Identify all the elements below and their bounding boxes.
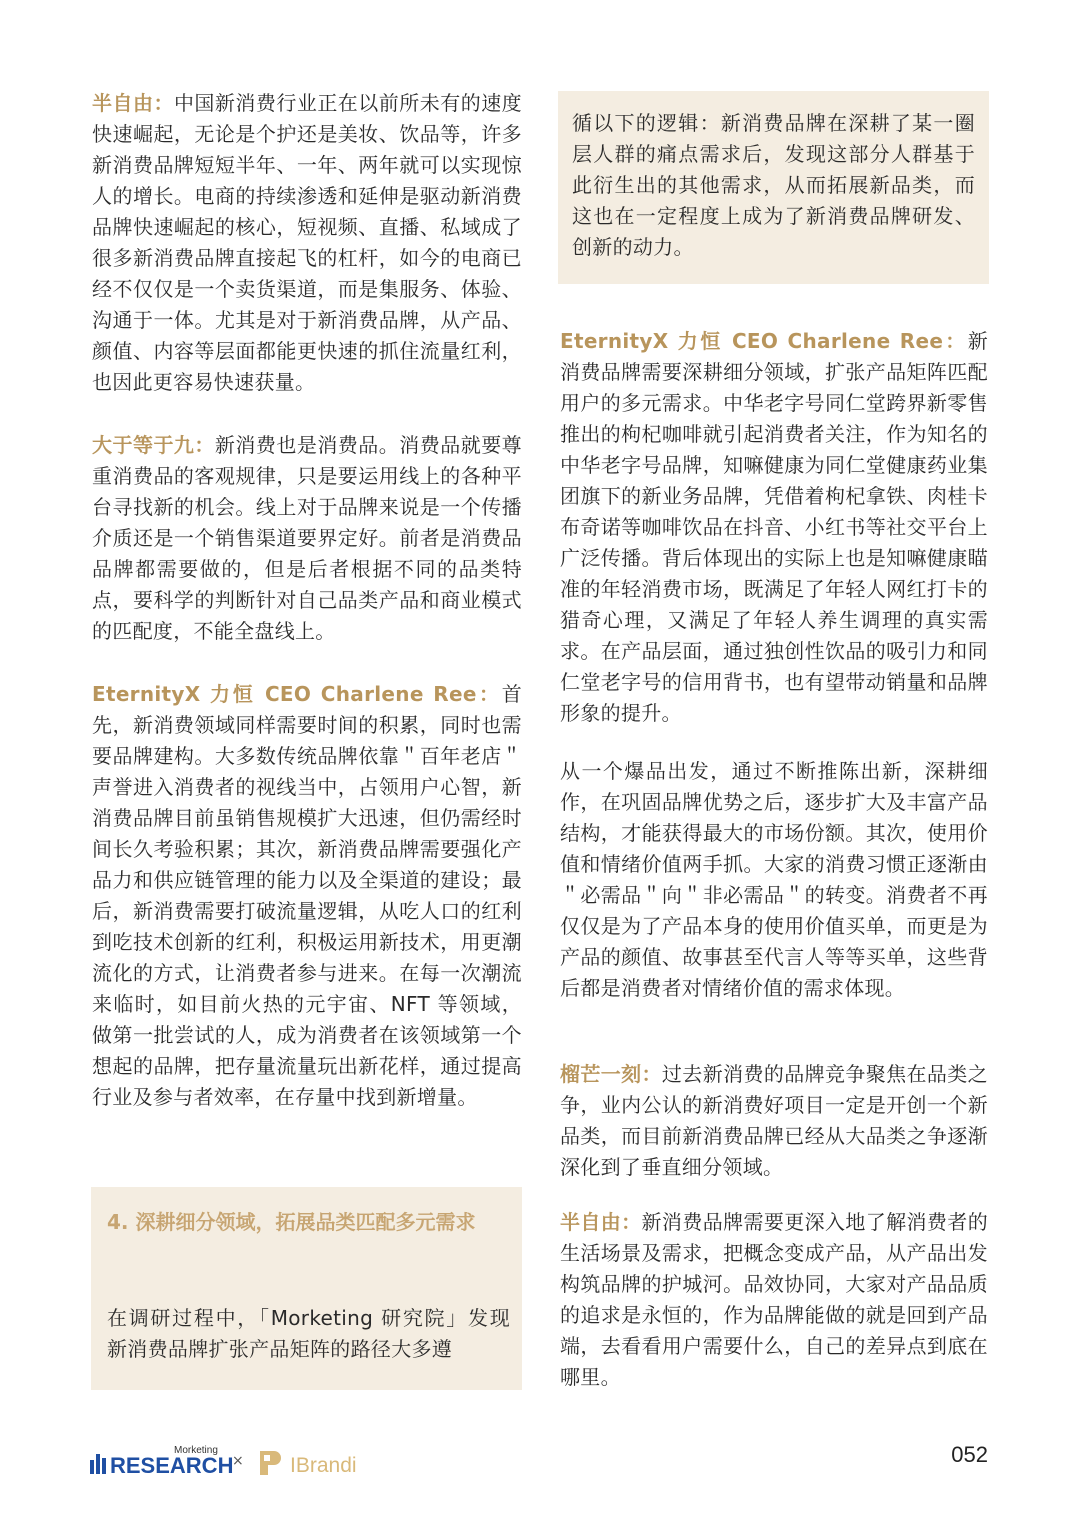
section-box-left <box>91 1187 522 1390</box>
paragraph-text: 新消费品牌需要更深入地了解消费者的生活场景及需求，把概念变成产品，从产品出发构筑品牌的护城河。品效协同，大家对产品品质的追求是永恒的，作为品牌能做的就是回到产品端，去看看用户需要什么，自己的差异点到底在哪里。 <box>560 1210 988 1389</box>
page-number: 052 <box>951 1442 988 1467</box>
research-logo-icon <box>90 1442 390 1482</box>
right-paragraph-2 <box>560 756 988 1004</box>
paragraph-text: 过去新消费的品牌竞争聚焦在品类之争，业内公认的新消费好项目一定是开创一个新品类，而目前新消费品牌已经从大品类之争逐渐深化到了垂直细分领域。 <box>560 1062 988 1179</box>
section-continued-text: 循以下的逻辑：新消费品牌在深耕了某一圈层人群的痛点需求后，发现这部分人群基于此衍生出的其他需求，从而拓展新品类，而这也在一定程度上成为了新消费品牌研发、创新的动力。 <box>572 111 975 259</box>
speaker-label: EternityX 力恒 CEO Charlene Ree： <box>92 682 502 706</box>
speaker-label: 大于等于九： <box>92 433 215 457</box>
section-intro-text: 在调研过程中，「Morketing 研究院」发现新消费品牌扩张产品矩阵的路径大多遵 <box>107 1306 510 1361</box>
logo-super-text: Morketing <box>174 1445 218 1456</box>
section-heading: 4. 深耕细分领域，拓展品类匹配多元需求 <box>107 1210 476 1234</box>
partner-name: IBrandi <box>290 1454 357 1477</box>
speaker-label: 半自由： <box>92 91 174 115</box>
speaker-label: 半自由： <box>560 1210 642 1234</box>
ibrandi-logo-icon <box>260 1451 281 1475</box>
right-paragraph-4 <box>560 1207 988 1393</box>
paragraph-text: 首先，新消费领域同样需要时间的积累，同时也需要品牌建构。大多数传统品牌依靠＂百年老店＂声誉进入消费者的视线当中，占领用户心智，新消费品牌目前虽销售规模扩大迅速，但仍需经时间长久考验积累；其次，新消费品牌需要强化产品力和供应链管理的能力以及全渠道的建设；最后，新消费需要打破流量逻辑，从吃人口的红利到吃技术创新的红利，积极运用新技术，用更潮流化的方式，让消费者参与进来。在每一次潮流来临时，如目前火热的元宇宙、NFT 等领域，做第一批尝试的人，成为消费者在该领域第一个想起的品牌，把存量流量玩出新花样，通过提高行业及参与者效率，在存量中找到新增量。 <box>92 682 522 1109</box>
left-paragraph-1 <box>92 88 522 398</box>
right-paragraph-1 <box>560 326 988 729</box>
footer-logos <box>90 1442 390 1482</box>
paragraph-text: 新消费也是消费品。消费品就要尊重消费品的客观规律，只是要运用线上的各种平台寻找新的机会。线上对于品牌来说是一个传播介质还是一个销售渠道要界定好。前者是消费品品牌都需要做的，但是后者根据不同的品类特点，要科学的判断针对自己品类产品和商业模式的匹配度，不能全盘线上。 <box>92 433 522 643</box>
left-paragraph-2 <box>92 430 522 647</box>
left-paragraph-3 <box>92 679 522 1113</box>
times-symbol: × <box>232 1453 244 1469</box>
paragraph-text: 中国新消费行业正在以前所未有的速度快速崛起，无论是个护还是美妆、饮品等，许多新消费品牌短短半年、一年、两年就可以实现惊人的增长。电商的持续渗透和延伸是驱动新消费品牌快速崛起的核心，短视频、直播、私域成了很多新消费品牌直接起飞的杠杆，如今的电商已经不仅仅是一个卖货渠道，而是集服务、体验、沟通于一体。尤其是对于新消费品牌，从产品、颜值、内容等层面都能更快速的抓住流量红利，也因此更容易快速获量。 <box>92 91 522 394</box>
speaker-label: 榴芒一刻： <box>560 1062 662 1086</box>
right-paragraph-3 <box>560 1059 988 1183</box>
section-box-right <box>558 91 989 284</box>
speaker-label: EternityX 力恒 CEO Charlene Ree： <box>560 329 968 353</box>
paragraph-text: 从一个爆品出发，通过不断推陈出新，深耕细作，在巩固品牌优势之后，逐步扩大及丰富产品结构，才能获得最大的市场份额。其次，使用价值和情绪价值两手抓。大家的消费习惯正逐渐由＂必需品＂向＂非必需品＂的转变。消费者不再仅仅是为了产品本身的使用价值买单，而更是为产品的颜值、故事甚至代言人等等买单，这些背后都是消费者对情绪价值的需求体现。 <box>560 759 988 1000</box>
logo-main-text: RESEARCH <box>110 1453 234 1478</box>
paragraph-text: 新消费品牌需要深耕细分领域，扩张产品矩阵匹配用户的多元需求。中华老字号同仁堂跨界新零售推出的枸杞咖啡就引起消费者关注，作为知名的中华老字号品牌，知嘛健康为同仁堂健康药业集团旗下的新业务品牌，凭借着枸杞拿铁、肉桂卡布奇诺等咖啡饮品在抖音、小红书等社交平台上广泛传播。背后体现出的实际上也是知嘛健康瞄准的年轻消费市场，既满足了年轻人网红打卡的猎奇心理，又满足了年轻人养生调理的真实需求。在产品层面，通过独创性饮品的吸引力和同仁堂老字号的信用背书，也有望带动销量和品牌形象的提升。 <box>560 329 988 725</box>
